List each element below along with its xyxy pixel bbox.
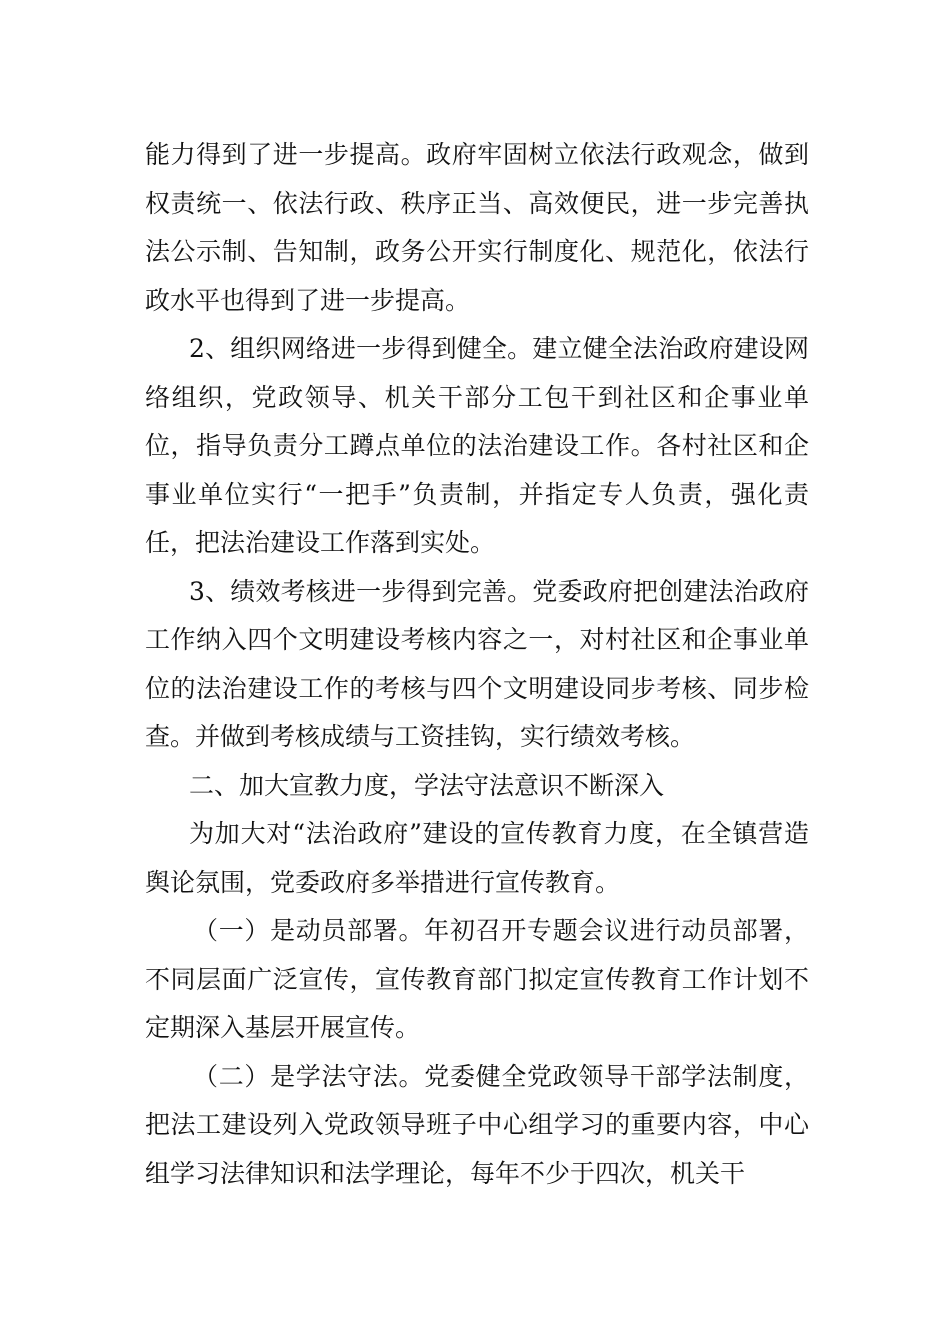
paragraph-publicity-intro: 为加大对“法治政府”建设的宣传教育力度，在全镇营造舆论氛围，党委政府多举措进行宣传教育。 bbox=[145, 819, 809, 897]
paragraph-performance-assessment: 3、绩效考核进一步得到完善。党委政府把创建法治政府工作纳入四个文明建设考核内容之一，对村社区和企事业单位的法治建设工作的考核与四个文明建设同步考核、同步检查。并做到考核成绩与工资挂钩，实行绩效考核。 bbox=[145, 576, 809, 751]
paragraph-mobilization: （一）是动员部署。年初召开专题会议进行动员部署，不同层面广泛宣传，宣传教育部门拟定宣传教育工作计划不定期深入基层开展宣传。 bbox=[145, 916, 809, 1042]
section-heading-publicity: 二、加大宣教力度，学法守法意识不断深入 bbox=[189, 770, 665, 800]
paragraph-organization-network: 2、组织网络进一步得到健全。建立健全法治政府建设网络组织，党政领导、机关干部分工包干到社区和企事业单位，指导负责分工蹲点单位的法治建设工作。各村社区和企事业单位实行“一把手”负责制，并指定专人负责，强化责任，把法治建设工作落到实处。 bbox=[145, 334, 809, 557]
document-body bbox=[145, 131, 809, 1198]
paragraph-study-law: （二）是学法守法。党委健全党政领导干部学法制度，把法工建设列入党政领导班子中心组学习的重要内容，中心组学习法律知识和法学理论，每年不少于四次，机关干 bbox=[145, 1061, 809, 1188]
paragraph-continuation: 能力得到了进一步提高。政府牢固树立依法行政观念，做到权责统一、依法行政、秩序正当、高效便民，进一步完善执法公示制、告知制，政务公开实行制度化、规范化，依法行政水平也得到了进一步提高。 bbox=[145, 140, 809, 315]
